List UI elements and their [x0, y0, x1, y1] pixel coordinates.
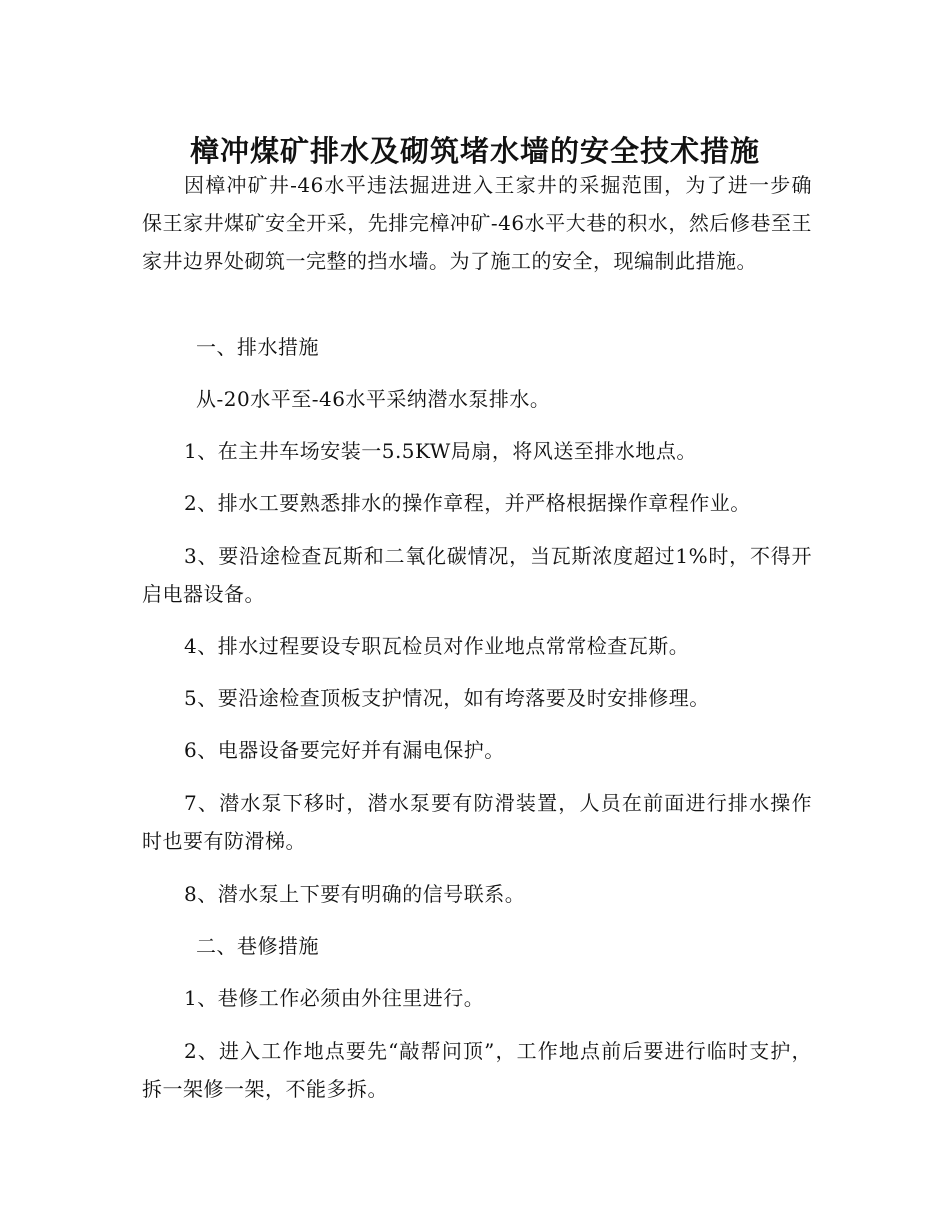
drainage-item-5: 5、要沿途检查顶板支护情况，如有垮落要及时安排修理。 [184, 686, 710, 710]
intro-paragraph: 因樟冲矿井-46水平违法掘进进入王家井的采掘范围，为了进一步确保王家井煤矿安全开采，先排完樟冲矿-46水平大巷的积水，然后修巷至王家井边界处砌筑一完整的挡水墙。为了施工的安全，现编制此措施。 [142, 173, 812, 273]
repair-item-2: 2、进入工作地点要先“敲帮问顶”，工作地点前后要进行临时支护，拆一架修一架，不能多拆。 [142, 1039, 812, 1101]
drainage-item-6: 6、电器设备要完好并有漏电保护。 [184, 738, 505, 762]
section-heading-roadway-repair: 二、巷修措施 [196, 934, 319, 958]
drainage-item-2: 2、排水工要熟悉排水的操作章程，并严格根据操作章程作业。 [184, 491, 751, 515]
drainage-lead-text: 从-20水平至-46水平采纳潜水泵排水。 [196, 387, 551, 411]
document-title: 樟冲煤矿排水及砌筑堵水墙的安全技术措施 [189, 134, 760, 169]
drainage-item-8: 8、潜水泵上下要有明确的信号联系。 [184, 882, 526, 906]
drainage-item-3: 3、要沿途检查瓦斯和二氧化碳情况，当瓦斯浓度超过1%时，不得开启电器设备。 [142, 544, 812, 606]
section-heading-drainage: 一、排水措施 [196, 335, 319, 359]
drainage-item-1: 1、在主井车场安装一5.5KW局扇，将风送至排水地点。 [184, 439, 697, 463]
drainage-item-4: 4、排水过程要设专职瓦检员对作业地点常常检查瓦斯。 [184, 634, 690, 658]
repair-item-1: 1、巷修工作必须由外往里进行。 [184, 986, 485, 1010]
drainage-item-7: 7、潜水泵下移时，潜水泵要有防滑装置，人员在前面进行排水操作时也要有防滑梯。 [142, 791, 812, 853]
